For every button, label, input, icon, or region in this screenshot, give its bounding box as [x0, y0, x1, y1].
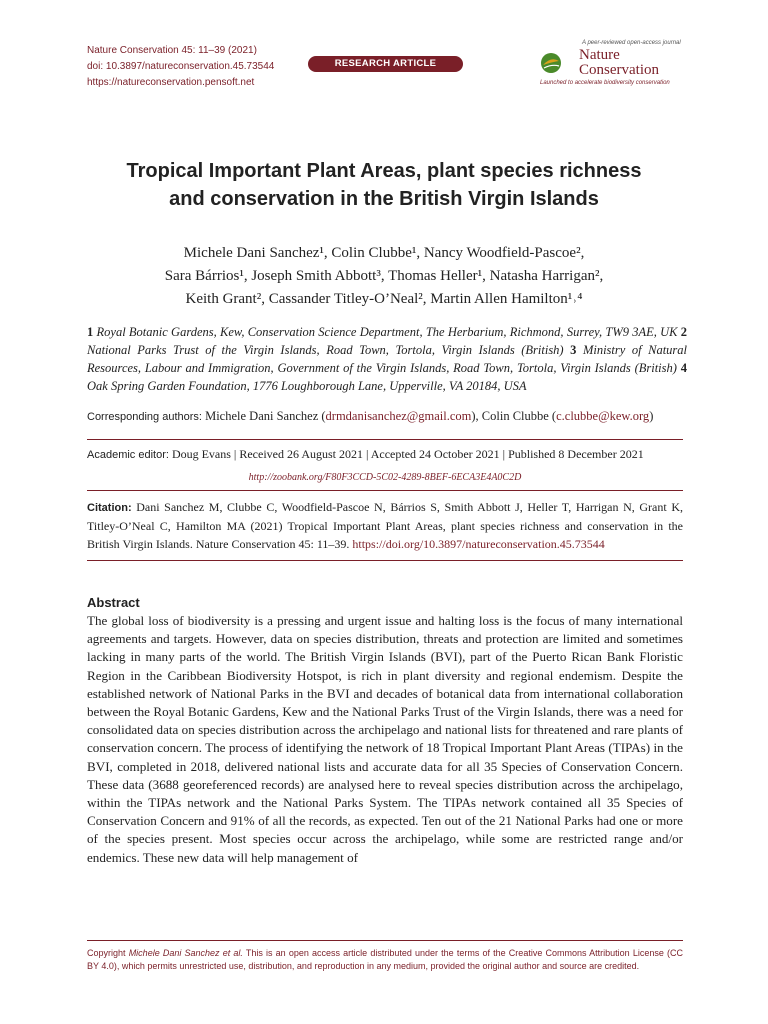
abstract-heading: Abstract: [87, 595, 140, 610]
journal-logo[interactable]: [538, 40, 688, 90]
editor-label: Academic editor:: [87, 449, 169, 461]
affiliation-1: Royal Botanic Gardens, Kew, Conservation Science Department, The Herbarium, Richmond, Surrey, TW9 3AE, UK: [96, 325, 678, 339]
affil-number-2: 2: [680, 325, 688, 339]
logo-slogan: Launched to accelerate biodiversity conservation: [540, 80, 670, 86]
email-link-1[interactable]: drmdanisanchez@gmail.com: [325, 409, 472, 423]
divider-top: [87, 439, 683, 440]
article-title: [70, 157, 698, 213]
author-list: [70, 242, 698, 311]
affiliation-4: Oak Spring Garden Foundation, 1776 Loughborough Lane, Upperville, VA 20184, USA: [87, 379, 527, 393]
zoobank-link[interactable]: http://zoobank.org/F80F3CCD-5C02-4289-8BEF-6ECA3E4A0C2D: [248, 472, 522, 483]
journal-url[interactable]: https://natureconservation.pensoft.net: [87, 77, 255, 88]
footer-divider: [87, 940, 683, 941]
authors-line3: Keith Grant², Cassander Titley-O’Neal², Martin Allen Hamilton¹˒⁴: [185, 291, 583, 307]
citation-text: Dani Sanchez M, Clubbe C, Woodfield-Pascoe N, Bárrios S, Smith Abbott J, Heller T, Harrigan N, Grant K, Titley-O’Neal C, Hamilton MA (2021) Tropical Important Plant Areas, plant species richness and conservation in the British Virgin Islands. Nature Conservation 45: 11–39.: [87, 500, 683, 551]
copyright-holder: Michele Dani Sanchez et al.: [128, 948, 243, 958]
corresponding-author1: Michele Dani Sanchez (: [205, 409, 326, 423]
logo-name-line1: Nature: [579, 47, 620, 63]
affiliation-3: Ministry of Natural Resources, Labour and Immigration, Government of the Virgin Islands, Road Town, Tortola, Virgin Islands (British): [87, 343, 688, 375]
editorial-dates: Doug Evans | Received 26 August 2021 | Accepted 24 October 2021 | Published 8 December 2021: [171, 447, 644, 461]
authors-line2: Sara Bárrios¹, Joseph Smith Abbott³, Thomas Heller¹, Natasha Harrigan²,: [164, 268, 604, 284]
divider-bottom: [87, 560, 683, 561]
citation-doi-link[interactable]: https://doi.org/10.3897/natureconservation.45.73544: [352, 537, 605, 551]
logo-tagline: A peer-reviewed open-access journal: [582, 40, 681, 46]
title-line1: Tropical Important Plant Areas, plant species richness: [126, 160, 642, 182]
corresponding-sep: ), Colin Clubbe (: [471, 409, 557, 423]
logo-name-line2: Conservation: [579, 62, 659, 78]
journal-header: [87, 43, 274, 91]
doi-link[interactable]: doi: 10.3897/natureconservation.45.73544: [87, 61, 275, 72]
affil-number-4: 4: [680, 361, 688, 375]
copyright-footer: [87, 947, 683, 972]
citation-block: [87, 498, 683, 553]
journal-issue: Nature Conservation 45: 11–39 (2021): [87, 45, 257, 56]
authors-line1: Michele Dani Sanchez¹, Colin Clubbe¹, Nancy Woodfield-Pascoe²,: [183, 245, 585, 261]
divider-middle: [87, 490, 683, 491]
article-type-badge: RESEARCH ARTICLE: [308, 56, 463, 72]
license-text: This is an open access article distributed under the terms of the Creative Commons Attribution License (CC BY 4.0), which permits unrestricted use, distribution, and reproduction in any medium, provided the original author and source are credited.: [87, 948, 683, 971]
abstract-text: The global loss of biodiversity is a pressing and urgent issue and halting loss is the focus of many international agreements and targets. However, data on species distribution, threats and protection are limited and sometimes lacking in many parts of the world. The British Virgin Islands (BVI), part of the Puerto Rican Bank Floristic Region in the Caribbean Biodiversity Hotspot, is rich in plant diversity and regional endemism. Despite the established network of National Parks in the BVI and decades of botanical data from international collaboration between the Royal Botanic Gardens, Kew and the National Parks Trust of the Virgin Islands, there was a need for consolidated data on species distribution across the archipelago and national lists for threatened and rare plants of conservation concern. The process of identifying the network of 18 Tropical Important Plant Areas (TIPAs) in the BVI, completed in 2018, delivered national lists and accurate data for all 35 Species of Conservation Concern. These data (3688 georeferenced records) are analysed here to reveal species distribution across the archipelago, within the TIPAs network and the National Parks System. The TIPAs network contained all 35 Species of Conservation Concern and 91% of all the records, as expected. Ten out of the 21 National Parks had one or more of the species present. Most species occur across the archipelago, while some are restricted range and/or endemics. These new data will help management of: [87, 613, 683, 865]
affil-number-3: 3: [570, 343, 577, 357]
copyright-prefix: Copyright: [87, 948, 126, 958]
title-line2: and conservation in the British Virgin Islands: [169, 188, 599, 210]
globe-leaf-icon: [540, 52, 562, 74]
affiliation-2: National Parks Trust of the Virgin Islands, Road Town, Tortola, Virgin Islands (British): [87, 343, 564, 357]
corresponding-end: ): [649, 409, 654, 423]
corresponding-label: Corresponding authors:: [87, 411, 202, 423]
citation-label: Citation:: [87, 502, 132, 514]
affil-number-1: 1: [87, 325, 94, 339]
corresponding-authors: [87, 407, 653, 426]
affiliations: [87, 323, 687, 395]
email-link-2[interactable]: c.clubbe@kew.org: [556, 409, 650, 423]
editorial-info: [87, 446, 644, 463]
